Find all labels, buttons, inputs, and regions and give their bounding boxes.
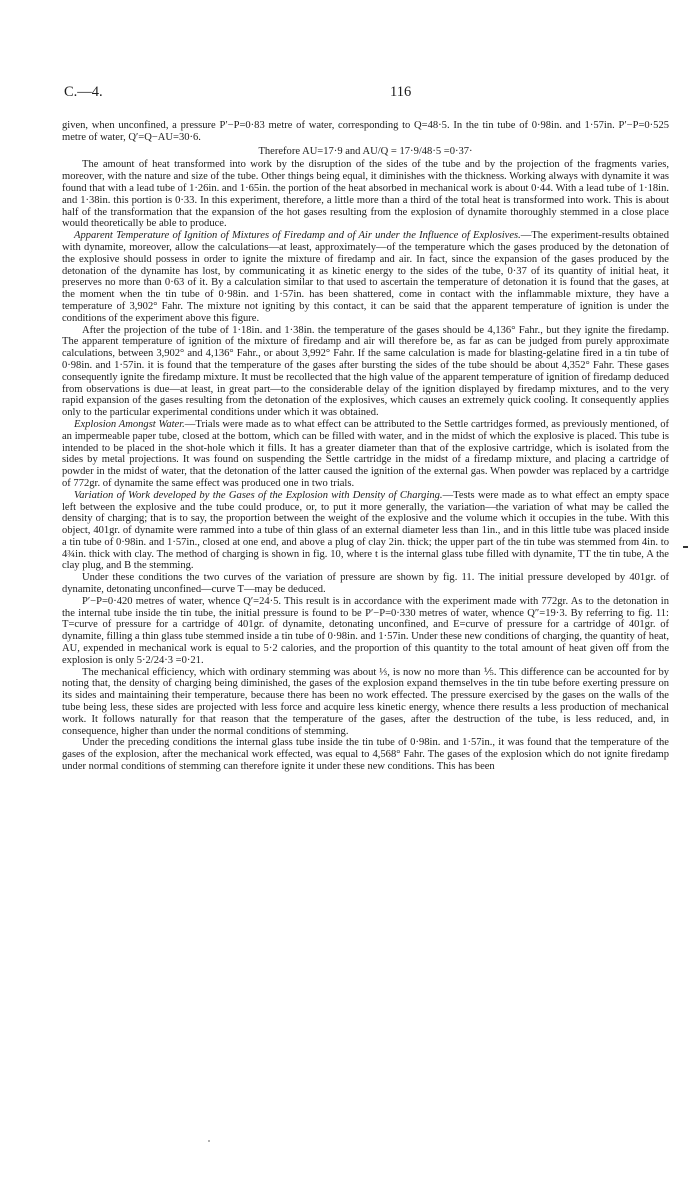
section-heading: Apparent Temperature of Ignition of Mixtures of Firedamp and of Air under the Influence of Explosives. bbox=[74, 230, 521, 242]
section-paragraph bbox=[62, 490, 669, 573]
margin-mark bbox=[683, 546, 688, 548]
paragraph: P′−P=0·420 metres of water, whence Q′=24·5. This result is in accordance with the experiment made with 772gr. As to the detonation in the internal tube inside the tin tube, the initial pressure is found to be P′−P=0·330 metres of water, whence Q″=19·3. By referring to fig. 11: T=curve of pressure for a cartridge of 401gr. of dynamite, detonating unconfined, and E=curve of pressure for a cartridge of 401gr. of dynamite, filling a thin glass tube stemmed inside a tin tube of 0·98in. and 1·57in. Under these new conditions of charging, the quantity of heat, AU, expended in mechanical work is equal to 5·2 calories, and the proportion of this quantity to the total amount of heat given off from the explosion is only 5·2/24·3 =0·21. bbox=[62, 595, 670, 666]
section-heading: Variation of Work developed by the Gases of the Explosion with Density of Charging. bbox=[74, 489, 443, 501]
page-header bbox=[64, 84, 668, 102]
page-number: 116 bbox=[390, 84, 412, 100]
equation: Therefore AU=17·9 and AU/Q = 17·9/48·5 =0·37· bbox=[258, 145, 473, 157]
section-paragraph bbox=[62, 230, 669, 324]
section-paragraph bbox=[62, 419, 669, 490]
paragraph: Under these conditions the two curves of the variation of pressure are shown by fig. 11. The initial pressure developed by 401gr. of dynamite, detonating unconfined—curve T—may be deduced. bbox=[62, 572, 669, 596]
paragraph: given, when unconfined, a pressure P′−P=0·83 metre of water, corresponding to Q=48·5. In the tin tube of 0·98in. and 1·57in. P′−P=0·525 metre of water, Q′=Q−AU=30·6. bbox=[62, 120, 669, 143]
paragraph-text: —The experiment-results obtained with dynamite, moreover, allow the calculations—at least, approximately—of the temperature which the gases produced by the detonation of the explosive should possess in order to ignite the mixture of firedamp and air. In fact, since the expansion of the gases produced by the detonation of the dynamite has lost, by communicating it as kinetic energy to the sides of the tube, 0·37 of its quantity of initial heat, it preserves no more than 0·63 of it. By a calculation similar to that used to ascertain the temperature of detonation it is found that the gases, at the moment when the tin tube of 0·98in. and 1·57in. has been shattered, come in contact with the inflammable mixture, they have a temperature of 3,902° Fahr. The mixture not igniting by this contact, it can be said that the apparent temperature of ignition is under the conditions of the experiment above this figure. bbox=[62, 230, 669, 324]
paragraph-text: —Tests were made as to what effect an empty space left between the explosive and the tube could produce, or, to put it more generally, the variation—the variation of what may be called the density of charging; that is to say, the proportion between the weight of the explosive and the volume which it occupies in the tube. With this object, 401gr. of dynamite were rammed into a tube of thin glass of an external diameter less than 1in., and in this little tube was placed inside a tin tube of 0·98in. and 1·57in., closed at one end, and above a plug of clay 2in. thick; the upper part of the tin tube was stemmed from 4in. to 4¾in. thick with clay. The method of charging is shown in fig. 10, where t is the internal glass tube filled with dynamite, TT the tin tube, A the clay plug, and B the stemming. bbox=[62, 489, 670, 572]
paragraph: Under the preceding conditions the internal glass tube inside the tin tube of 0·98in. and 1·57in., it was found that the temperature of the gases of the explosion, after the mechanical work effected, was equal to 4,568° Fahr. The gases of the explosion which do not ignite firedamp under normal conditions of stemming can therefore ignite it under these new conditions. This has been bbox=[62, 737, 669, 773]
paragraph: The mechanical efficiency, which with ordinary stemming was about ⅓, is now no more than ⅕. This difference can be accounted for by noting that, the density of charging being diminished, the gases of the explosion expand themselves in the tin tube before exerting pressure on its sides and maintaining their temperature, because there has been no work effected. The pressure exercised by the gases on the walls of the tube being less, these sides are projected with less force and acquire less kinetic energy, whence there results a less production of mechanical work. It follows naturally for that reason that the temperature of the gases, after the destruction of the tube, is less reduced, and, in consequence, higher than under the normal conditions of stemming. bbox=[62, 666, 669, 737]
section-heading: Explosion Amongst Water. bbox=[74, 418, 185, 430]
paragraph-text: —Trials were made as to what effect can be attributed to the Settle cartridges formed, as previously mentioned, of an impermeable paper tube, closed at the bottom, which can be filled with water, and in the midst of which the explosive is placed. This tube is intended to be placed in the shot-hole which it fills. It has a greater diameter than that of the explosive cartridge, which is isolated from the sides by metal projections. It was found on suspending the Settle cartridge in the midst of a firedamp mixture, and placing a cartridge of powder in the midst of water, that the detonation of the latter caused the ignition of the external gas. When powder was replaced by a cartridge of 772gr. of dynamite the same effect was produced one in two trials. bbox=[62, 418, 669, 489]
body-text bbox=[62, 120, 669, 773]
print-speck bbox=[208, 1140, 210, 1142]
paragraph: After the projection of the tube of 1·18in. and 1·38in. the temperature of the gases should be 4,136° Fahr., but they ignite the firedamp. The apparent temperature of ignition of the mixture of firedamp and air will therefore be, as far as can be judged from purely approximate calculations, between 3,902° and 4,136° Fahr., or about 3,992° Fahr. If the same calculation is made for blasting-gelatine fired in a tin tube of 0·98in. and 1·57in. it is found that the temperature of the gases after bursting the sides of the tube should be about 4,352° Fahr. These gases consequently ignite the firedamp mixture. It must be recollected that the high value of the apparent temperature of ignition of firedamp deduced from observations is due—at least, in great part—to the considerable delay of the ignition displayed by firedamp mixtures, and to the very rapid expansion of the gases resulting from the detonation of the explosives, which causes an extremely quick cooling. It consequently applies only to the particular experimental conditions under which it was obtained. bbox=[62, 324, 669, 419]
document-reference: C.—4. bbox=[64, 84, 103, 100]
paragraph: The amount of heat transformed into work by the disruption of the sides of the tube and by the projection of the fragments varies, moreover, with the nature and size of the tube. Other things being equal, it diminishes with the thickness. Working always with dynamite it was found that with a lead tube of 1·26in. and 1·65in. the portion of the heat absorbed in mechanical work is about 0·44. With a lead tube of 1·18in. and 1·38in. this portion is 0·33. In this experiment, therefore, a little more than a third of the total heat is transformed into work. This is about half of the transformation that the expansion of the hot gases resulting from the explosion of dynamite thoroughly stemmed in a close place would theoretically be able to produce. bbox=[62, 159, 669, 230]
